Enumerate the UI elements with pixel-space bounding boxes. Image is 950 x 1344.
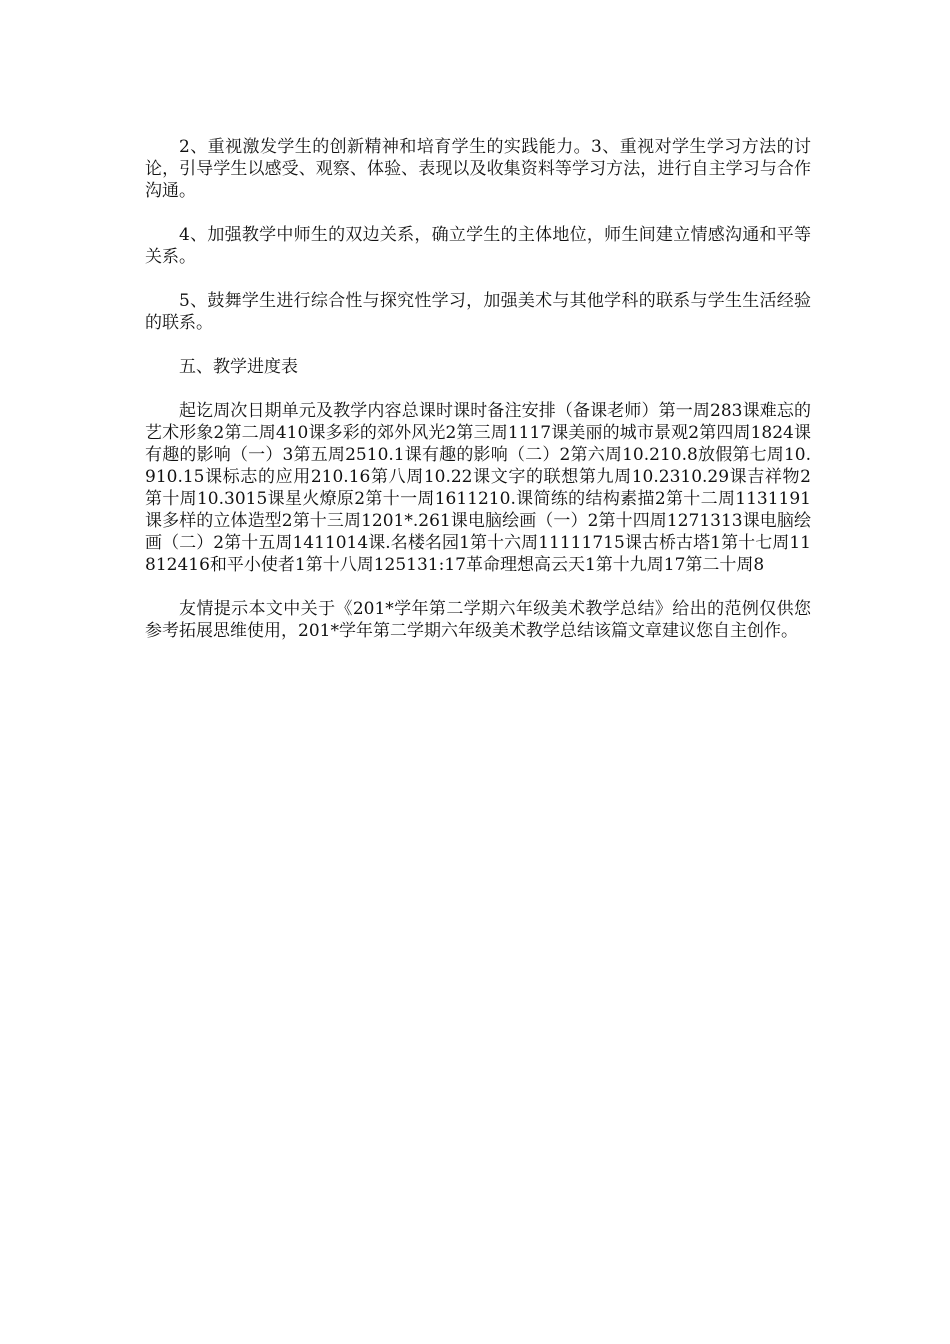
schedule-paragraph: 起讫周次日期单元及教学内容总课时课时备注安排（备课老师）第一周283课难忘的艺术形象2第二周410课多彩的郊外风光2第三周1117课美丽的城市景观2第四周1824课有趣的影响（一）3第五周2510.1课有趣的影响（二）2第六周10.210.8放假第七周10.910.15课标志的应用210.16第八周10.22课文字的联想第九周10.2310.29课吉祥物2第十周10.3015课星火燎原2第十一周1611210.课简练的结构素描2第十二周1131191课多样的立体造型2第十三周1201*.261课电脑绘画（一）2第十四周1271313课电脑绘画（二）2第十五周1411014课.名楼名园1第十六周11111715课古桥古塔1第十七周11812416和平小使者1第十八周125131:17革命理想高云天1第十九周17第二十周8	[145, 401, 811, 575]
paragraph-point-4: 4、加强教学中师生的双边关系，确立学生的主体地位，师生间建立情感沟通和平等关系。	[145, 225, 811, 267]
closing-note: 友情提示本文中关于《201*学年第二学期六年级美术教学总结》给出的范例仅供您参考拓展思维使用，201*学年第二学期六年级美术教学总结该篇文章建议您自主创作。	[145, 599, 811, 641]
paragraph-point-2-3: 2、重视激发学生的创新精神和培育学生的实践能力。3、重视对学生学习方法的讨论，引导学生以感受、观察、体验、表现以及收集资料等学习方法，进行自主学习与合作沟通。	[145, 137, 811, 201]
paragraph-point-5: 5、鼓舞学生进行综合性与探究性学习，加强美术与其他学科的联系与学生生活经验的联系。	[145, 291, 811, 333]
section-heading: 五、教学进度表	[179, 357, 298, 377]
document-body	[145, 136, 811, 664]
